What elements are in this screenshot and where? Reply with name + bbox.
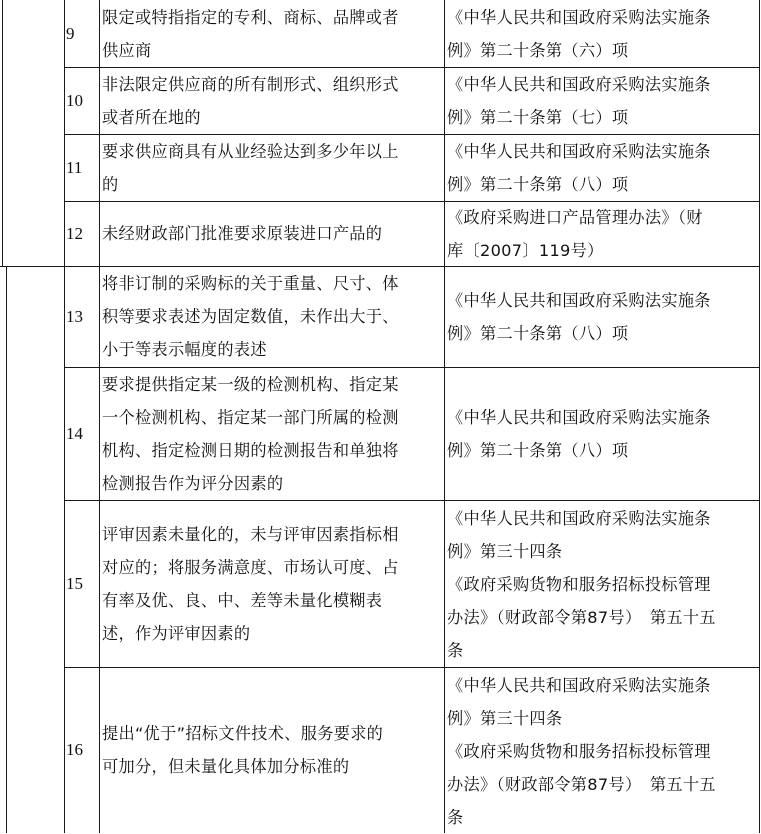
- table-border-left: [2, 0, 3, 266]
- basis-line: 《政府采购货物和服务招标投标管理: [447, 742, 711, 761]
- basis-line: 例》第二十条第（八）项: [447, 174, 629, 194]
- description-line: 限定或特指指定的专利、商标、品牌或者: [102, 7, 399, 27]
- row-number: 11: [66, 157, 83, 177]
- row-description: [102, 500, 444, 667]
- basis-line: 条: [447, 808, 464, 827]
- row-number: 16: [66, 740, 83, 759]
- description-line: 机构、指定检测日期的检测报告和单独将: [102, 440, 399, 460]
- description-line: 将非订制的采购标的关于重量、尺寸、体: [102, 274, 399, 293]
- row-description: [102, 67, 444, 134]
- basis-line: 例》第二十条第（六）项: [447, 40, 629, 60]
- description-line: 的: [102, 174, 119, 194]
- basis-line: 库〔2007〕119号）: [447, 240, 604, 260]
- description-line: 对应的；将服务满意度、市场认可度、占: [102, 557, 399, 577]
- basis-line: 例》第三十四条: [447, 542, 563, 561]
- description-line: 一个检测机构、指定某一部门所属的检测: [102, 407, 399, 427]
- row-number: 14: [66, 423, 83, 443]
- basis-line: 例》第二十条第（八）项: [447, 440, 629, 460]
- row-number: 9: [66, 23, 75, 43]
- basis-line: 《中华人民共和国政府采购法实施条: [447, 407, 711, 427]
- row-description: [102, 134, 444, 201]
- basis-line: 办法》（财政部令第87号） 第五十五: [447, 608, 716, 627]
- basis-line: 《中华人民共和国政府采购法实施条: [447, 509, 711, 528]
- row-legal-basis: [447, 134, 759, 201]
- row-description: [102, 0, 444, 67]
- row-legal-basis: [447, 0, 759, 67]
- row-number: 12: [66, 223, 83, 243]
- row-description: [102, 367, 444, 500]
- description-line: 检测报告作为评分因素的: [102, 473, 284, 493]
- description-line: 要求供应商具有从业经验达到多少年以上: [102, 141, 399, 161]
- description-line: 述，作为评审因素的: [102, 623, 251, 643]
- basis-line: 例》第二十条第（八）项: [447, 323, 629, 343]
- row-description: [102, 667, 444, 833]
- description-line: 提出“优于”招标文件技术、服务要求的: [102, 724, 384, 743]
- basis-line: 《政府采购货物和服务招标投标管理: [447, 575, 711, 594]
- description-line: 积等要求表述为固定数值，未作出大于、: [102, 307, 399, 326]
- basis-line: 《中华人民共和国政府采购法实施条: [447, 74, 711, 94]
- table-border-right: [759, 0, 760, 833]
- row-number: 15: [66, 573, 83, 593]
- description-line: 评审因素未量化的，未与评审因素指标相: [102, 524, 399, 544]
- basis-line: 《政府采购进口产品管理办法》（财: [447, 207, 703, 227]
- row-legal-basis: [447, 367, 759, 500]
- basis-line: 《中华人民共和国政府采购法实施条: [447, 290, 711, 310]
- row-number: 13: [66, 306, 83, 326]
- column-divider: [444, 0, 445, 833]
- basis-line: 例》第二十条第（七）项: [447, 107, 629, 127]
- row-number: 10: [66, 90, 83, 110]
- row-legal-basis: [447, 201, 759, 266]
- description-line: 供应商: [102, 40, 152, 60]
- description-line: 非法限定供应商的所有制形式、组织形式: [102, 74, 399, 94]
- description-line: 小于等表示幅度的表述: [102, 340, 267, 359]
- row-legal-basis: [447, 67, 759, 134]
- row-legal-basis: [447, 502, 759, 667]
- table-border-left: [6, 266, 7, 833]
- description-line: 要求提供指定某一级的检测机构、指定某: [102, 374, 399, 394]
- column-divider: [99, 0, 100, 833]
- description-line: 或者所在地的: [102, 107, 201, 127]
- description-line: 有率及优、良、中、差等未量化模糊表: [102, 590, 383, 610]
- row-description: [102, 201, 444, 266]
- row-legal-basis: [447, 266, 759, 367]
- basis-line: 办法》（财政部令第87号） 第五十五: [447, 775, 716, 794]
- row-description: [102, 266, 444, 367]
- basis-line: 例》第三十四条: [447, 709, 563, 728]
- basis-line: 条: [447, 641, 464, 660]
- column-divider: [64, 0, 65, 833]
- row-legal-basis: [447, 669, 759, 833]
- basis-line: 《中华人民共和国政府采购法实施条: [447, 141, 711, 161]
- basis-line: 《中华人民共和国政府采购法实施条: [447, 676, 711, 695]
- description-line: 可加分，但未量化具体加分标准的: [102, 757, 350, 776]
- description-line: 未经财政部门批准要求原装进口产品的: [102, 224, 383, 243]
- basis-line: 《中华人民共和国政府采购法实施条: [447, 7, 711, 27]
